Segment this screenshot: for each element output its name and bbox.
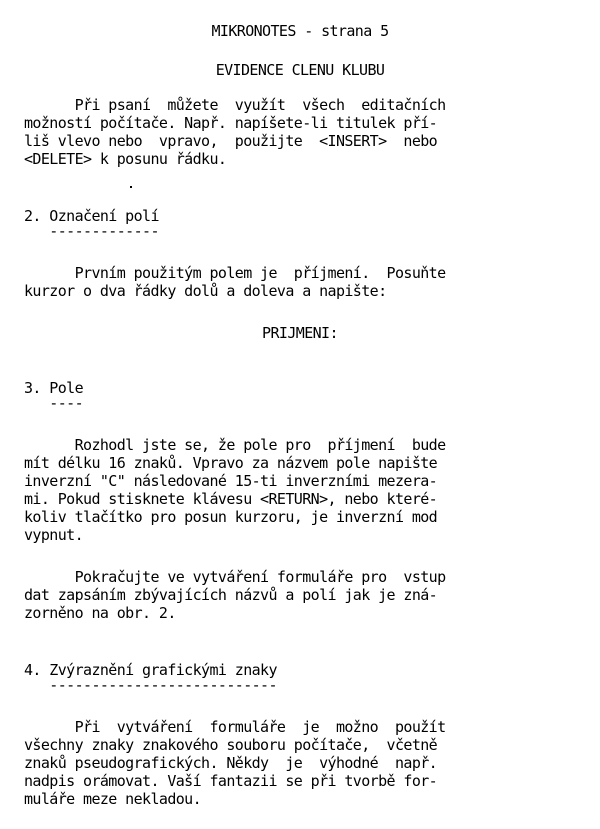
intro-line: liš vlevo nebo vpravo, použijte <INSERT> nebo [24, 132, 438, 150]
intro-line: <DELETE> k posunu řádku. [24, 150, 227, 168]
section-3-line: inverzní "C" následované 15-ti inverzními mezera- [24, 472, 438, 490]
section-2-heading: 2. Označení polí [24, 207, 159, 225]
section-4-line: všechny znaky znakového souboru počítače, včetně [24, 736, 438, 754]
section-2-underline: ------------- [24, 222, 159, 240]
intro-line: Při psaní můžete využít všech editačních [24, 96, 446, 114]
stray-dot [130, 186, 132, 188]
section-3-line: koliv tlačítko pro posun kurzoru, je inverzní mod [24, 508, 438, 526]
section-3-underline: ---- [24, 394, 84, 412]
section-4-line: nadpis orámovat. Vaší fantazii se při tvorbě for- [24, 772, 438, 790]
section-4-underline: --------------------------- [24, 676, 277, 694]
page-title: MIKRONOTES - strana 5 [211, 22, 389, 40]
section-4-line: Při vytváření formuláře je možno použít [24, 718, 446, 736]
section-3-line: mít délku 16 znaků. Vpravo za názvem pole napište [24, 454, 438, 472]
section-2-line: Prvním použitým polem je příjmení. Posuňte [24, 264, 446, 282]
field-name-example: PRIJMENI: [262, 324, 338, 342]
section-3-heading: 3. Pole [24, 379, 84, 397]
section-4-heading: 4. Zvýraznění grafickými znaky [24, 661, 277, 679]
section-3-line: vypnut. [24, 526, 84, 544]
section-3-line: zorněno na obr. 2. [24, 604, 176, 622]
section-4-line: znaků pseudografických. Někdy je výhodné např. [24, 754, 438, 772]
section-3-line: dat zapsáním zbývajících názvů a polí jak je zná- [24, 586, 438, 604]
section-3-line: Rozhodl jste se, že pole pro příjmení bude [24, 436, 446, 454]
document-title: EVIDENCE CLENU KLUBU [215, 61, 385, 79]
intro-line: možností počítače. Např. napíšete-li titulek pří- [24, 114, 438, 132]
section-3-line: Pokračujte ve vytváření formuláře pro vstup [24, 568, 446, 586]
section-2-line: kurzor o dva řádky dolů a doleva a napište: [24, 282, 387, 300]
section-4-line: muláře meze nekladou. [24, 790, 202, 808]
section-3-line: mi. Pokud stisknete klávesu <RETURN>, nebo které- [24, 490, 438, 508]
